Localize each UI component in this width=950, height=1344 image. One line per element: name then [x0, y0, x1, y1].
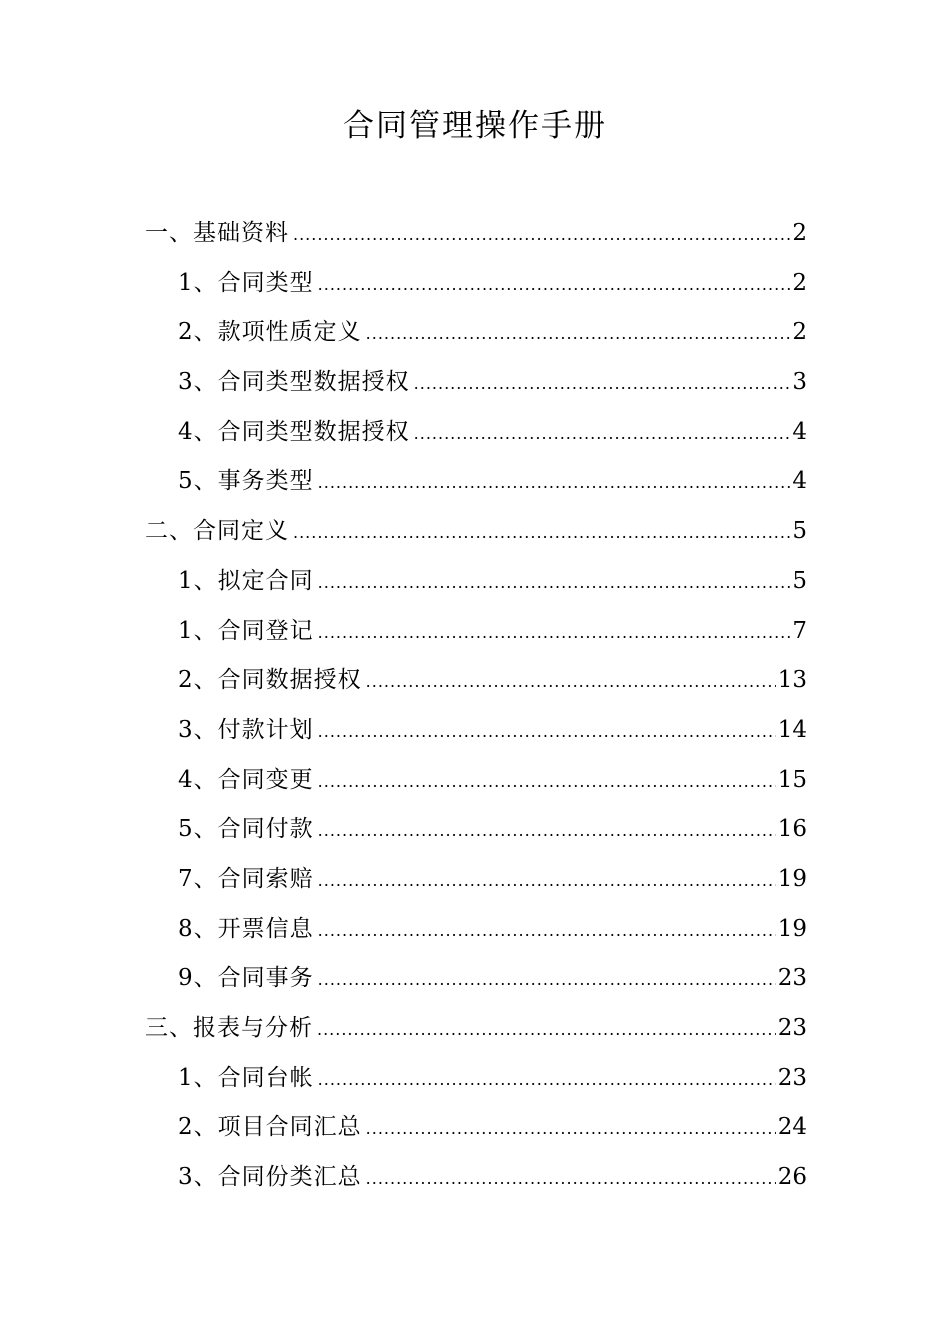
toc-leader-dots — [318, 707, 776, 757]
toc-entry[interactable] — [145, 557, 807, 607]
toc-entry[interactable] — [145, 1153, 807, 1203]
toc-entry-label: 8、开票信息 — [178, 915, 314, 942]
toc-entry-label: 三、报表与分析 — [145, 1015, 313, 1041]
toc-entry[interactable] — [145, 1103, 807, 1153]
toc-entry-label: 9、合同事务 — [178, 965, 314, 992]
toc-leader-dots — [366, 1104, 776, 1154]
toc-entry[interactable] — [145, 905, 807, 955]
toc-leader-dots — [366, 1154, 776, 1204]
toc-entry[interactable] — [145, 259, 807, 309]
toc-entry-page: 7 — [792, 617, 807, 644]
toc-entry[interactable] — [145, 308, 807, 358]
toc-entry-page: 19 — [777, 865, 807, 892]
toc-leader-dots — [318, 955, 776, 1005]
toc-leader-dots — [318, 856, 776, 906]
toc-entry-label: 2、项目合同汇总 — [178, 1114, 362, 1141]
toc-entry[interactable] — [145, 954, 807, 1004]
toc-entry-page: 5 — [792, 518, 807, 545]
toc-leader-dots — [317, 1005, 776, 1055]
toc-entry-label: 2、款项性质定义 — [178, 319, 362, 346]
toc-entry[interactable] — [145, 358, 807, 408]
toc-entry-label: 1、合同登记 — [178, 617, 314, 644]
toc-entry[interactable] — [145, 1054, 807, 1104]
toc-leader-dots — [366, 657, 776, 707]
toc-entry[interactable] — [145, 656, 807, 706]
toc-leader-dots — [293, 508, 790, 558]
table-of-contents — [145, 209, 807, 1203]
toc-entry[interactable] — [145, 507, 807, 557]
toc-entry-label: 3、合同类型数据授权 — [178, 369, 410, 396]
toc-entry-page: 2 — [792, 319, 807, 346]
toc-entry-page: 4 — [792, 418, 807, 445]
toc-leader-dots — [318, 608, 791, 658]
toc-entry-page: 13 — [777, 667, 807, 694]
toc-entry-page: 14 — [777, 716, 807, 743]
toc-entry[interactable] — [145, 855, 807, 905]
toc-entry-page: 23 — [777, 1015, 807, 1041]
toc-entry-page: 3 — [792, 369, 807, 396]
toc-entry-label: 3、付款计划 — [178, 716, 314, 743]
toc-leader-dots — [318, 558, 791, 608]
toc-leader-dots — [366, 309, 791, 359]
toc-entry-label: 1、合同台帐 — [178, 1064, 314, 1091]
document-title: 合同管理操作手册 — [343, 108, 607, 144]
toc-entry[interactable] — [145, 706, 807, 756]
toc-entry-page: 5 — [792, 567, 807, 594]
toc-entry-page: 23 — [777, 1064, 807, 1091]
toc-entry-page: 4 — [792, 468, 807, 495]
toc-entry-page: 26 — [777, 1164, 807, 1191]
toc-entry-page: 24 — [777, 1114, 807, 1141]
toc-entry-page: 19 — [777, 915, 807, 942]
toc-leader-dots — [318, 260, 791, 310]
toc-entry-label: 7、合同索赔 — [178, 865, 314, 892]
toc-leader-dots — [414, 409, 791, 459]
toc-entry[interactable] — [145, 805, 807, 855]
toc-entry-page: 2 — [792, 220, 807, 246]
toc-entry-label: 1、合同类型 — [178, 269, 314, 296]
toc-entry-page: 15 — [777, 766, 807, 793]
toc-entry[interactable] — [145, 209, 807, 259]
toc-entry-page: 2 — [792, 269, 807, 296]
toc-entry-label: 3、合同份类汇总 — [178, 1164, 362, 1191]
toc-leader-dots — [318, 1055, 776, 1105]
toc-entry-page: 23 — [777, 965, 807, 992]
toc-leader-dots — [318, 757, 776, 807]
toc-entry-label: 2、合同数据授权 — [178, 667, 362, 694]
toc-leader-dots — [318, 458, 791, 508]
toc-entry[interactable] — [145, 457, 807, 507]
toc-entry-label: 5、事务类型 — [178, 468, 314, 495]
toc-entry-page: 16 — [777, 816, 807, 843]
toc-entry[interactable] — [145, 607, 807, 657]
toc-entry[interactable] — [145, 756, 807, 806]
toc-entry-label: 1、拟定合同 — [178, 567, 314, 594]
toc-leader-dots — [414, 359, 791, 409]
toc-entry-label: 5、合同付款 — [178, 816, 314, 843]
toc-entry[interactable] — [145, 1004, 807, 1054]
toc-entry-label: 一、基础资料 — [145, 220, 289, 246]
toc-entry-label: 4、合同类型数据授权 — [178, 418, 410, 445]
toc-entry[interactable] — [145, 408, 807, 458]
toc-leader-dots — [318, 806, 776, 856]
toc-entry-label: 二、合同定义 — [145, 518, 289, 545]
toc-leader-dots — [318, 906, 776, 956]
toc-leader-dots — [293, 210, 790, 260]
toc-entry-label: 4、合同变更 — [178, 766, 314, 793]
